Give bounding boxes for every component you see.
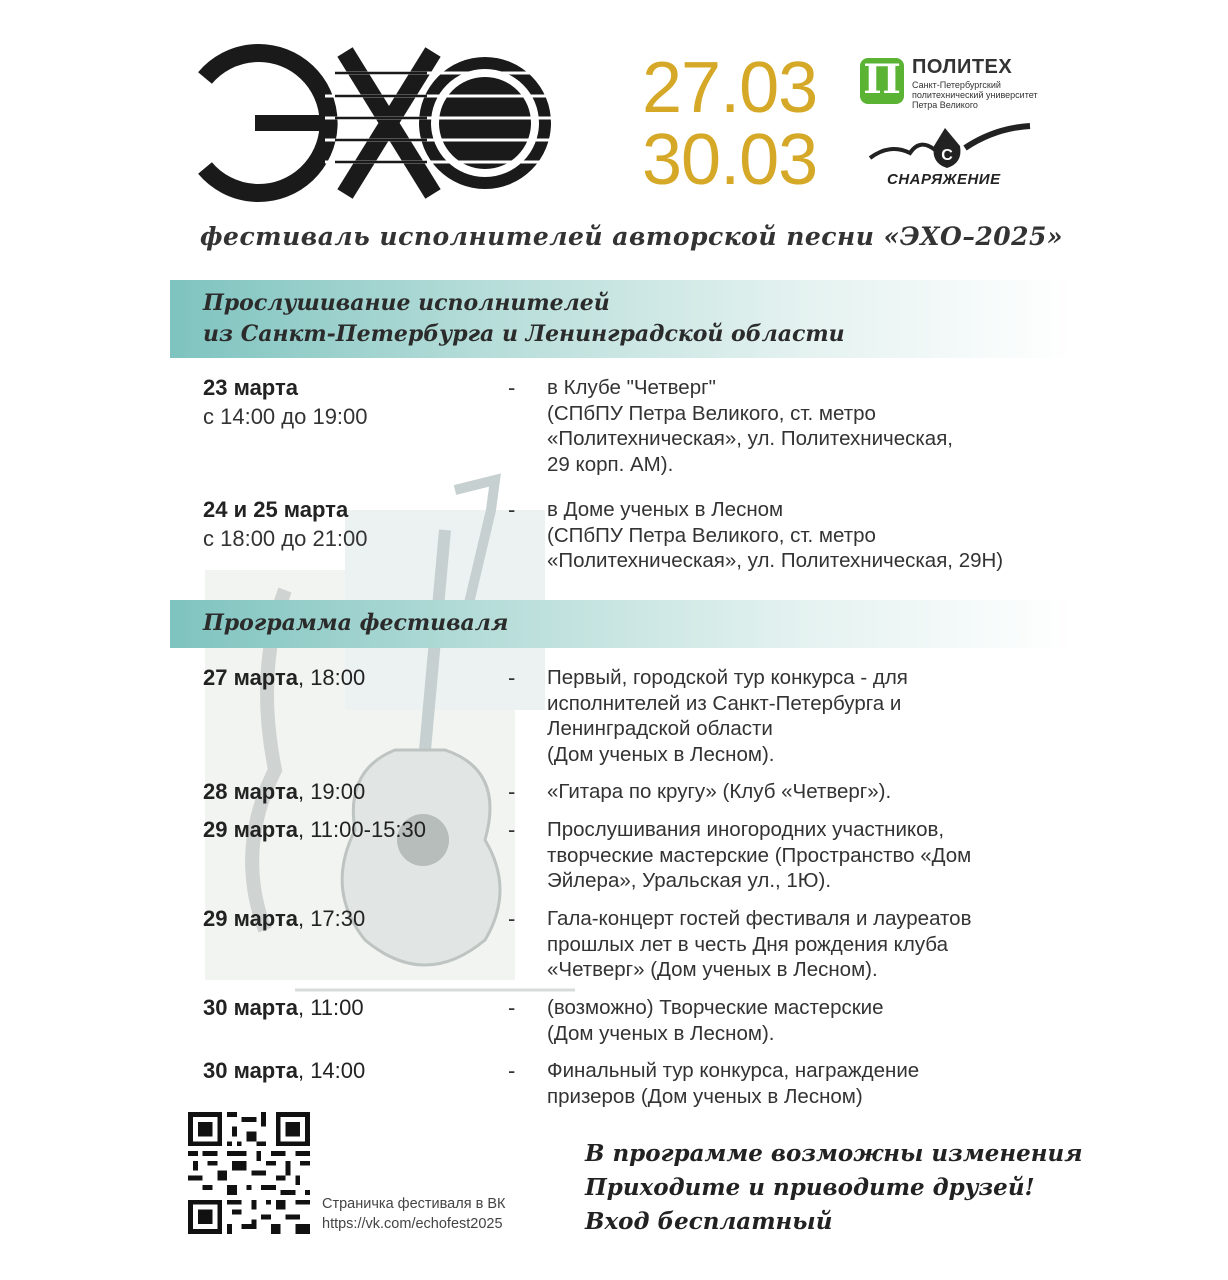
polytech-name: ПОЛИТЕХ [912,56,1013,78]
qr-code-icon[interactable] [188,1112,310,1234]
polytech-subtitle: Санкт-Петербургский политехнический университет Петра Великого [912,80,1038,110]
snaryazhenie-logo-icon [865,118,1035,173]
program-event: Гала-концерт гостей фестиваля и лауреатов прошлых лет в честь Дня рождения клуба «Четверг» (Дом ученых в Лесном). [547,907,972,981]
program-event: Первый, городской тур конкурса - для исполнителей из Санкт-Петербурга и Ленинградской области (Дом ученых в Лесном). [547,666,908,766]
footer-notes: В программе возможны изменения Приходите и приводите друзей! Вход бесплатный [585,1140,1083,1235]
dash: - [508,665,516,690]
program-event: Финальный тур конкурса, награждение призеров (Дом ученых в Лесном) [547,1059,920,1108]
program-heading-band [170,600,1075,648]
vk-caption [322,1194,505,1234]
program-datetime: 29 марта, 17:30 [203,906,366,931]
dash: - [508,995,516,1020]
snaryazhenie-name: СНАРЯЖЕНИЕ [887,171,1001,188]
dash: - [508,497,516,522]
auditions-heading-band [170,280,1075,358]
program-datetime: 29 марта, 11:00-15:30 [203,817,426,842]
festival-title: фестиваль исполнителей авторской песни «ЭХО–2025» [200,222,1064,251]
auditions-heading: Прослушивание исполнителей из Санкт-Петербурга и Ленинградской области [203,290,845,347]
program-datetime: 30 марта, 11:00 [203,995,364,1020]
dash: - [508,906,516,931]
program-event: Прослушивания иногородних участников, творческие мастерские (Пространство «Дом Эйлера», Уральская ул., 1Ю). [547,818,972,892]
audition-time: с 18:00 до 21:00 [203,526,368,551]
program-heading: Программа фестиваля [203,610,509,636]
dash: - [508,779,516,804]
program-datetime: 28 марта, 19:00 [203,779,366,804]
audition-location: в Клубе "Четверг" (СПбПУ Петра Великого, ст. метро «Политехническая», ул. Политехническая, 29 корп. АМ). [547,376,954,476]
dash: - [508,375,516,400]
program-datetime: 27 марта, 18:00 [203,665,366,690]
date-start: 27.03 [642,48,818,128]
program-datetime: 30 марта, 14:00 [203,1058,366,1083]
program-event: (возможно) Творческие мастерские (Дом ученых в Лесном). [547,996,884,1045]
svg-text:C: C [941,147,953,164]
audition-time: с 14:00 до 19:00 [203,404,368,429]
echo-logo [195,38,575,208]
audition-location: в Доме ученых в Лесном (СПбПУ Петра Великого, ст. метро «Политехническая», ул. Политехническая, 29Н) [547,498,1004,572]
polytech-logo-icon: П [860,58,904,104]
program-event: «Гитара по кругу» (Клуб «Четверг»). [547,780,892,803]
dash: - [508,1058,516,1083]
dash: - [508,817,516,842]
audition-date: 24 и 25 марта [203,497,349,522]
vk-label: Страничка фестиваля в ВК [322,1196,506,1212]
vk-link[interactable]: https://vk.com/echofest2025 [322,1216,503,1232]
date-end: 30.03 [642,120,818,200]
audition-date: 23 марта [203,375,298,400]
